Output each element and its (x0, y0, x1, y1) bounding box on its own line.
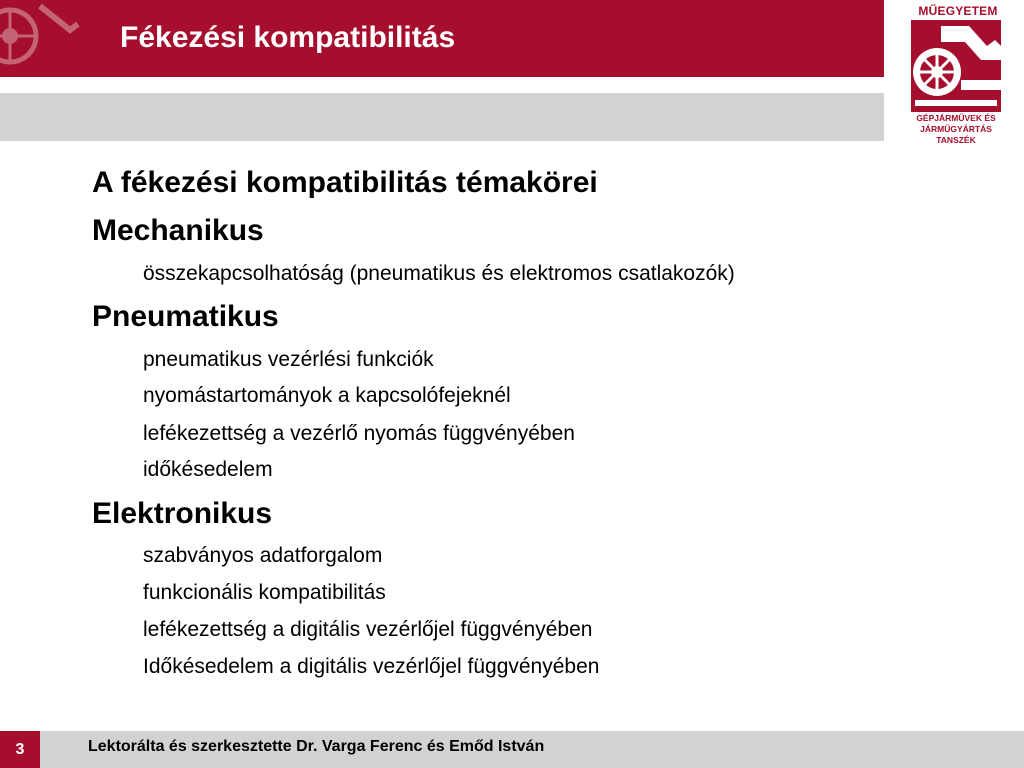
header-band (0, 93, 884, 141)
page-number: 3 (0, 731, 40, 768)
section-heading-electronic: Elektronikus (92, 497, 273, 530)
logo-caption-line: TANSZÉK (936, 135, 976, 145)
list-item: összekapcsolhatóság (pneumatikus és elektromos csatlakozók) (143, 262, 735, 285)
main-heading: A fékezési kompatibilitás témakörei (92, 166, 598, 199)
list-item: szabványos adatforgalom (143, 544, 383, 567)
section-heading-mechanical: Mechanikus (92, 214, 264, 247)
list-item: lefékezettség a digitális vezérlőjel függvényében (143, 618, 593, 641)
list-item: nyomástartományok a kapcsolófejeknél (143, 384, 511, 407)
university-logo (906, 0, 1006, 150)
logo-caption-line: GÉPJÁRMŰVEK ÉS (916, 113, 996, 123)
list-item: Időkésedelem a digitális vezérlőjel függvényében (143, 655, 600, 678)
list-item: pneumatikus vezérlési funkciók (143, 348, 434, 371)
list-item: időkésedelem (143, 458, 273, 481)
list-item: funkcionális kompatibilitás (143, 581, 386, 604)
car-wheel-logo-icon (911, 20, 1001, 112)
list-item: lefékezettség a vezérlő nyomás függvényében (143, 422, 575, 445)
footer-credit: Lektorálta és szerkesztette Dr. Varga Ferenc és Emőd István (88, 738, 545, 755)
logo-caption (906, 113, 1006, 146)
wheel-icon (0, 0, 90, 77)
logo-top-text: MŰEGYETEM (918, 4, 998, 18)
logo-caption-line: JÁRMŰGYÁRTÁS (920, 124, 992, 134)
section-heading-pneumatic: Pneumatikus (92, 300, 279, 333)
title-bar (0, 0, 884, 77)
slide-title: Fékezési kompatibilitás (120, 21, 456, 54)
